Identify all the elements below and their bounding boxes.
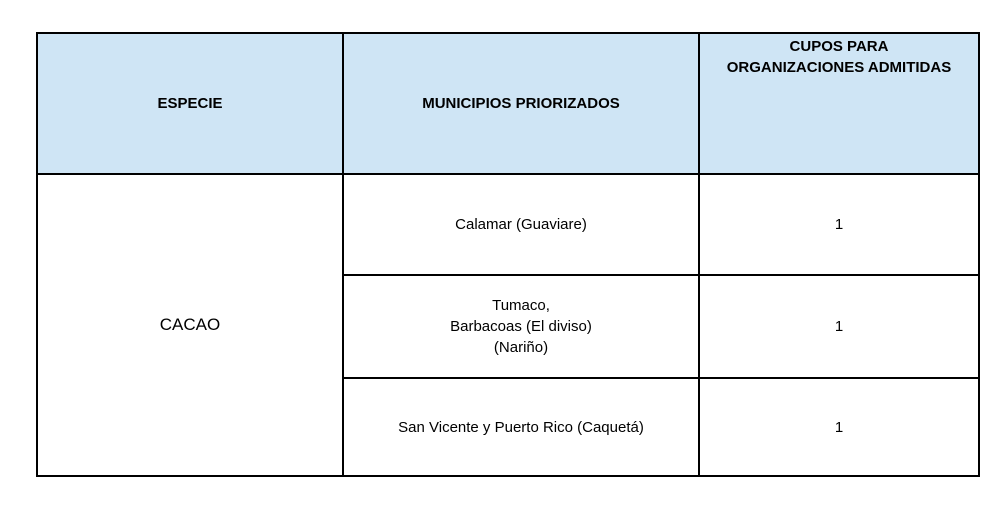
table-row <box>37 174 979 275</box>
municipio-cell <box>343 174 699 275</box>
header-cupos-line-1: CUPOS PARA <box>789 38 889 55</box>
municipio-line: (Nariño) <box>493 339 549 356</box>
municipio-cell <box>343 275 699 378</box>
municipio-line: Barbacoas (El diviso) <box>450 318 592 335</box>
header-municipios: MUNICIPIOS PRIORIZADOS <box>343 33 699 174</box>
cupos-cell: 1 <box>699 378 979 476</box>
species-municipalities-table <box>36 32 980 477</box>
cupos-cell: 1 <box>699 275 979 378</box>
header-cupos-line-2: ORGANIZACIONES ADMITIDAS <box>726 59 952 76</box>
municipio-line: Tumaco, <box>492 297 550 314</box>
cupos-cell: 1 <box>699 174 979 275</box>
municipio-line: Calamar (Guaviare) <box>455 216 587 233</box>
header-cupos <box>699 33 979 174</box>
municipio-line: San Vicente y Puerto Rico (Caquetá) <box>398 418 644 436</box>
table-header-row <box>37 33 979 174</box>
municipio-cell <box>343 378 699 476</box>
species-cell: CACAO <box>37 174 343 476</box>
header-especie: ESPECIE <box>37 33 343 174</box>
